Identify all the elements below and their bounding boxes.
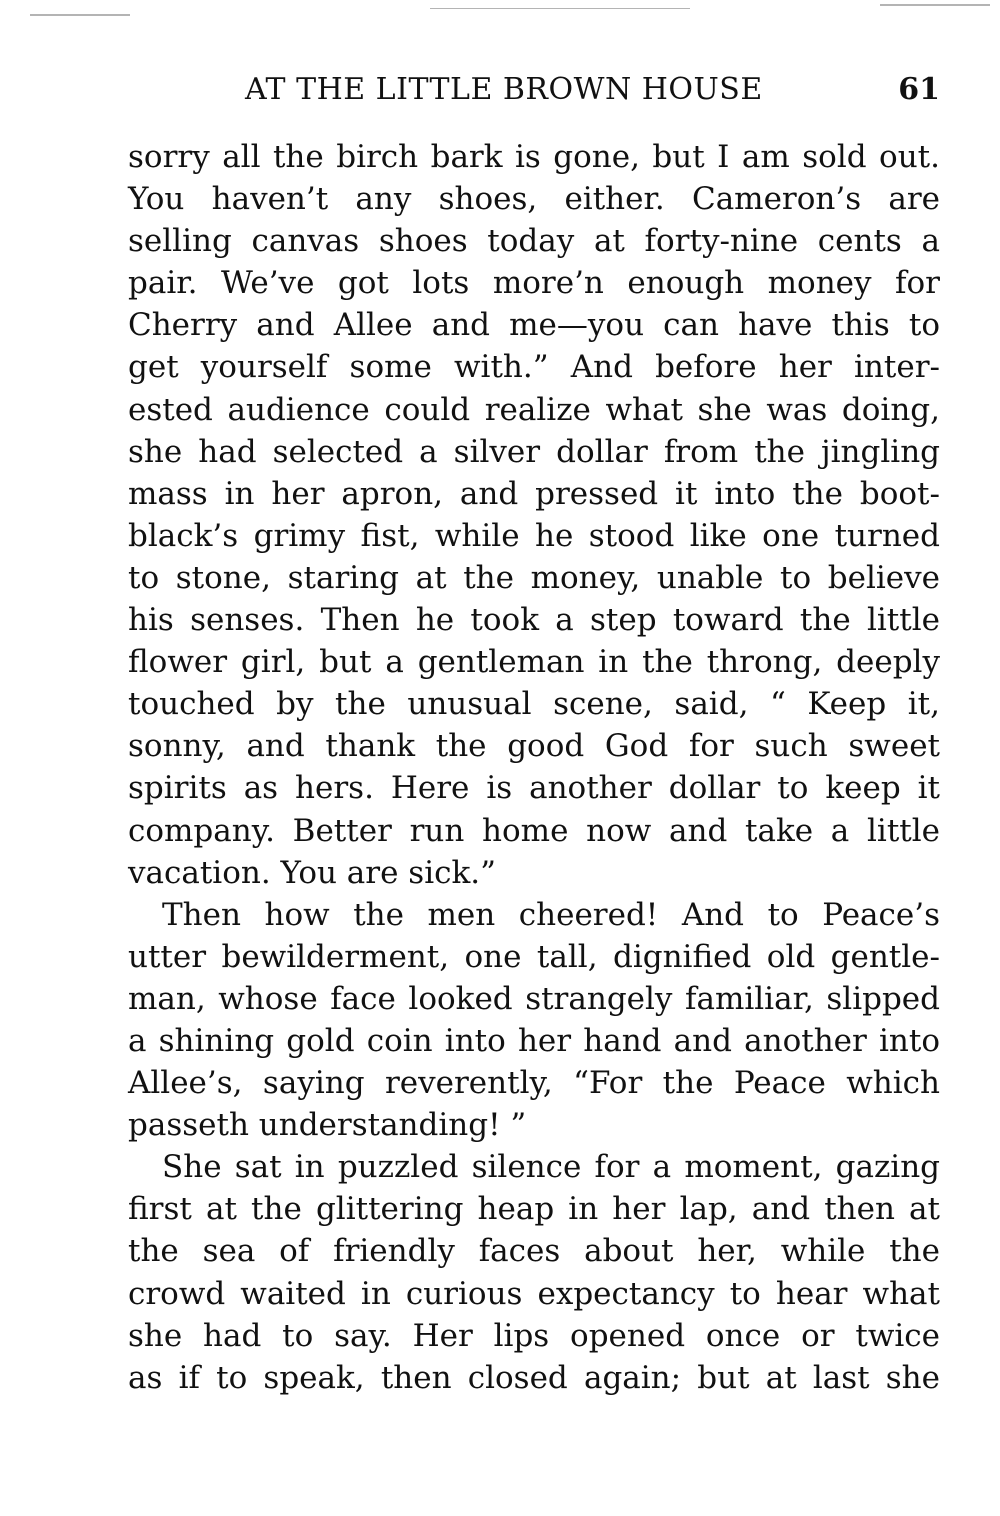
text-line: She sat in puzzled silence for a moment, gazing bbox=[162, 1149, 940, 1186]
text-line: sorry all the birch bark is gone, but I am sold out. bbox=[128, 139, 940, 175]
text-line: passeth understanding! ” bbox=[128, 1107, 527, 1144]
text-line: company. Better run home now and take a little bbox=[128, 812, 940, 849]
body-text bbox=[128, 136, 940, 1399]
text-line: a shining gold coin into her hand and another into bbox=[128, 1022, 940, 1059]
text-line: utter bewilderment, one tall, dignified old gentle- bbox=[128, 938, 940, 975]
text-line: Allee’s, saying reverently, “For the Peace which bbox=[128, 1065, 940, 1102]
text-line: sonny, and thank the good God for such sweet bbox=[128, 728, 940, 765]
text-line: get yourself some with.” And before her inter- bbox=[128, 349, 940, 386]
text-line: crowd waited in curious expectancy to hear what bbox=[128, 1275, 940, 1312]
text-line: she had selected a silver dollar from the jingling bbox=[128, 433, 940, 470]
scan-artifact bbox=[30, 14, 130, 16]
text-line: flower girl, but a gentleman in the throng, deeply bbox=[128, 644, 940, 681]
text-line: selling canvas shoes today at forty-nine cents a bbox=[128, 223, 940, 260]
text-line: You haven’t any shoes, either. Cameron’s are bbox=[128, 181, 940, 218]
text-line: she had to say. Her lips opened once or twice bbox=[128, 1317, 940, 1354]
text-line: Then how the men cheered! And to Peace’s bbox=[162, 896, 940, 933]
text-line: ested audience could realize what she was doing, bbox=[128, 391, 940, 428]
text-line: black’s grimy fist, while he stood like one turned bbox=[128, 517, 940, 554]
scan-artifact bbox=[430, 8, 690, 9]
text-line: as if to speak, then closed again; but at last she bbox=[128, 1359, 940, 1396]
scan-artifact bbox=[880, 4, 990, 6]
text-line: spirits as hers. Here is another dollar to keep it bbox=[128, 770, 940, 807]
page-header bbox=[128, 68, 940, 114]
text-line: to stone, staring at the money, unable to believe bbox=[128, 559, 940, 596]
text-line: Cherry and Allee and me—you can have this to bbox=[128, 307, 940, 344]
text-line: vacation. You are sick.” bbox=[128, 854, 496, 891]
text-line: his senses. Then he took a step toward the little bbox=[128, 602, 940, 639]
text-line: touched by the unusual scene, said, “ Keep it, bbox=[128, 686, 940, 723]
page-number: 61 bbox=[898, 72, 940, 107]
text-line: first at the glittering heap in her lap, and then at bbox=[128, 1191, 940, 1228]
running-head: AT THE LITTLE BROWN HOUSE bbox=[245, 72, 763, 107]
text-line: man, whose face looked strangely familiar, slipped bbox=[128, 980, 940, 1017]
text-line: pair. We’ve got lots more’n enough money for bbox=[128, 265, 940, 302]
text-line: the sea of friendly faces about her, while the bbox=[128, 1233, 940, 1270]
text-line: mass in her apron, and pressed it into the boot- bbox=[128, 475, 940, 512]
